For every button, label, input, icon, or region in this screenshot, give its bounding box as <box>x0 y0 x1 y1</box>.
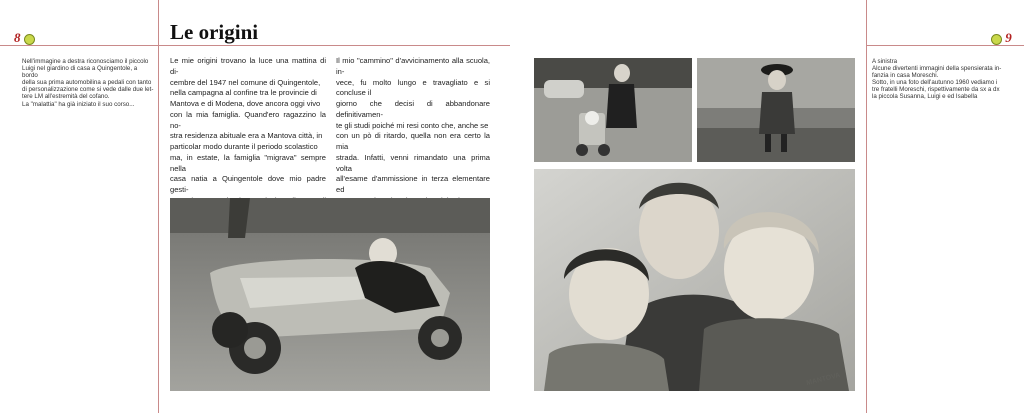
text-line: vece, fu molto lungo e travagliato e si concluse il <box>336 77 490 98</box>
caption-line: Sotto, in una foto dell'autunno 1960 vediamo i <box>872 79 998 87</box>
page-number-text: 8 <box>14 30 21 45</box>
left-margin-rule <box>158 0 159 413</box>
text-line: nella campagna al confine tra le provincie di <box>170 88 317 98</box>
text-line: stra residenza abituale era a Mantova città, in <box>170 131 323 141</box>
left-caption <box>22 58 154 108</box>
text-line: Le mie origini trovano la luce una mattina di di- <box>170 56 326 76</box>
text-line: all'esame d'ammissione in terza elementare ed <box>336 174 490 194</box>
right-margin-rule <box>866 0 867 413</box>
photo-stamp: MANTOVA <box>805 371 842 388</box>
photo-stroller <box>534 58 692 162</box>
caption-line: La "malattia" ha già iniziato il suo corso... <box>22 100 135 108</box>
text-line: con un pò di ritardo, quella non era certo la mia <box>336 131 490 151</box>
publisher-logo-icon <box>24 34 35 45</box>
text-line: casa natia a Quingentole dove mio padre gesti- <box>170 174 326 194</box>
text-line: ma, in estate, la famiglia "migrava" sempre nella <box>170 152 326 173</box>
caption-line: tere LM all'estremità del cofano. <box>22 93 110 101</box>
text-line: con la mia famiglia. Quand'ero ragazzino la no- <box>170 109 326 130</box>
left-page-number <box>14 30 35 46</box>
text-line: particolar modo durante il periodo scolastico <box>170 142 318 151</box>
caption-line: di personalizzazione come si vede dalle due let- <box>22 86 154 94</box>
caption-line: A sinistra <box>872 58 898 65</box>
page-number-text: 9 <box>1005 30 1012 45</box>
right-page-number <box>991 30 1012 46</box>
text-line: Mantova e di Modena, dove ancora oggi vivo <box>170 99 321 108</box>
caption-line: Nell'immagine a destra riconosciamo il piccolo <box>22 58 149 65</box>
text-line: giorno che decisi di abbandonare definitivamen- <box>336 99 490 119</box>
photo-child-hat <box>697 58 855 162</box>
caption-line: della sua prima automobilina a pedali con tanto <box>22 79 152 87</box>
chapter-title: Le origini <box>170 20 259 44</box>
text-line: te gli studi poiché mi resi conto che, anche se <box>336 120 489 130</box>
text-line: strada. Infatti, venni rimandato una prima volta <box>336 152 490 173</box>
caption-line: tre fratelli Moreschi, rispettivamente da sx a dx <box>872 86 1000 94</box>
text-line: cembre del 1947 nel comune di Quingentole, <box>170 77 321 87</box>
photo-three-siblings <box>534 169 855 391</box>
text-line: Il mio "cammino" d'avvicinamento alla scuola, in- <box>336 56 490 76</box>
caption-line: Luigi nel giardino di casa a Quingentole, a bordo <box>22 65 138 80</box>
photo-pedal-car <box>170 198 490 391</box>
left-header-rule <box>0 45 510 46</box>
caption-line: Alcune divertenti immagini della spensierata in- <box>872 65 1002 73</box>
caption-line: la piccola Susanna, Luigi e ed Isabella <box>872 93 978 101</box>
caption-line: fanzia in casa Moreschi. <box>872 72 939 80</box>
right-caption <box>872 58 1020 101</box>
publisher-logo-icon <box>991 34 1002 45</box>
